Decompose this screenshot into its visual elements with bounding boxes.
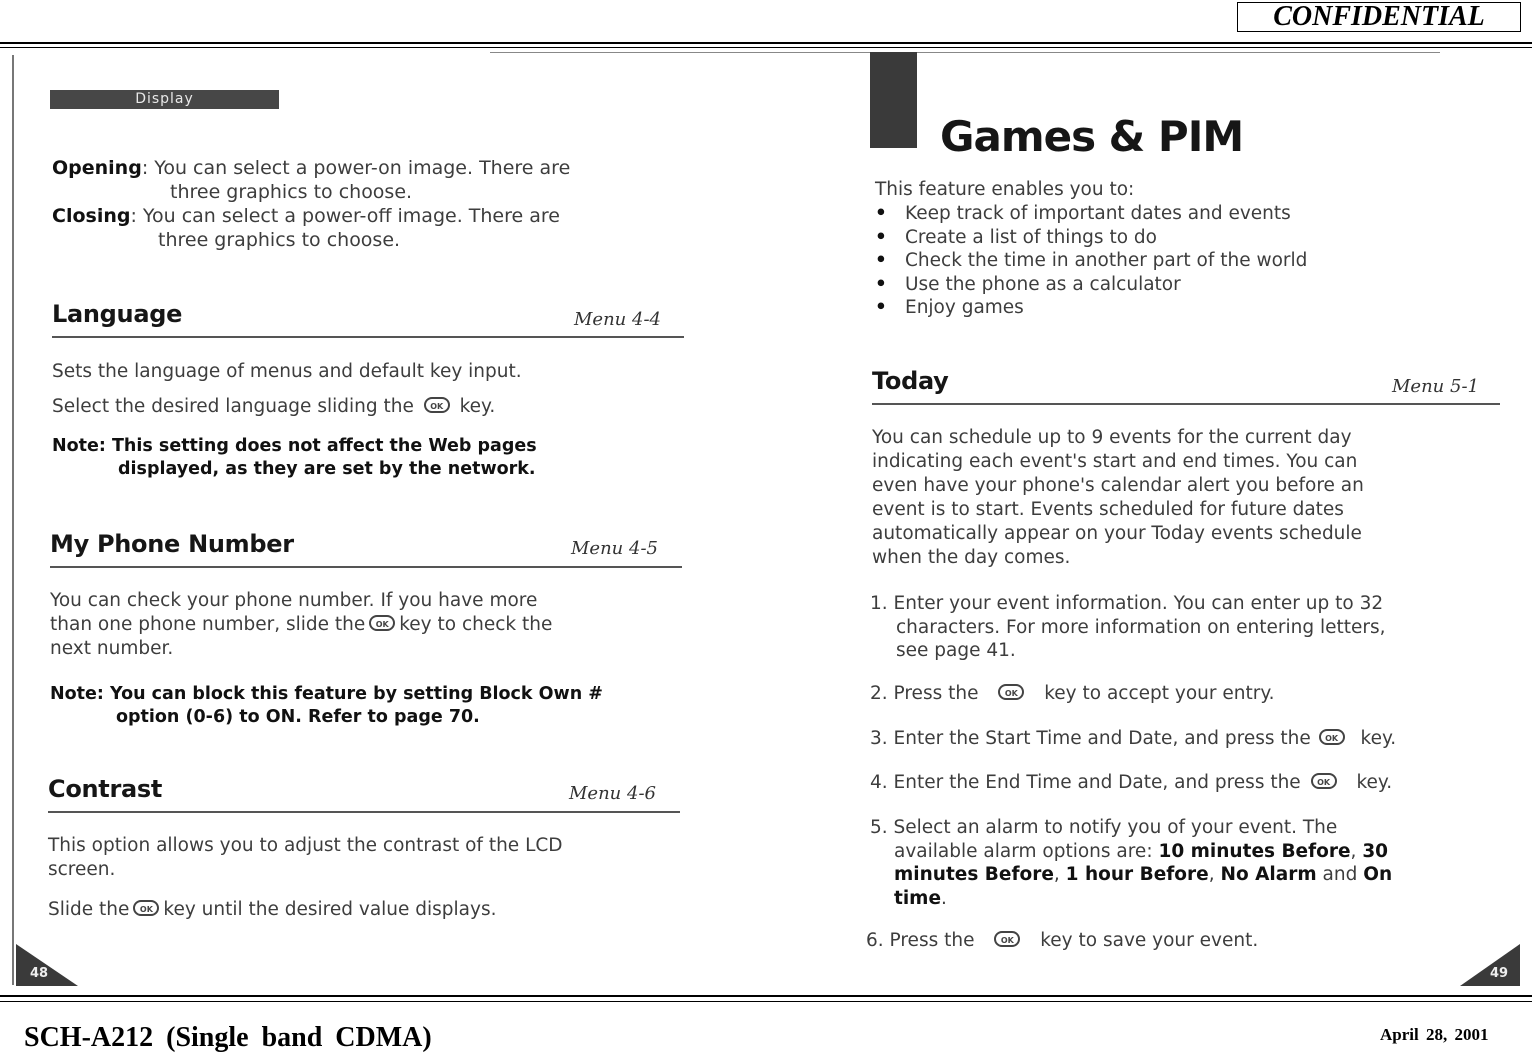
today-menu-ref: Menu 5-1 <box>1392 376 1479 397</box>
section-label-display: Display <box>50 90 279 109</box>
alarm-option-1: 10 minutes Before <box>1158 840 1351 862</box>
ok-key-icon: OK <box>369 615 395 631</box>
step-2b: key to accept your entry. <box>1044 683 1275 704</box>
contrast-rule <box>48 811 680 813</box>
language-note-label: Note: <box>52 436 106 456</box>
step-3 <box>870 727 1396 751</box>
phone-number-line-2a: than one phone number, slide the <box>50 614 366 635</box>
language-note-2: displayed, as they are set by the network. <box>118 459 536 479</box>
today-paragraph <box>872 426 1364 570</box>
list-item: • Create a list of things to do <box>875 226 1157 248</box>
alarm-option-2b: minutes Before <box>894 864 1054 885</box>
contrast-line-2: screen. <box>48 859 116 880</box>
alarm-option-5b: time <box>894 887 942 909</box>
phone-number-note-2d: ON <box>265 707 296 727</box>
list-item: • Use the phone as a calculator <box>875 273 1181 295</box>
chapter-intro: This feature enables you to: <box>875 179 1135 200</box>
step-4b: key. <box>1356 772 1393 793</box>
ok-key-icon: OK <box>133 900 159 916</box>
step-1-line-b: characters. For more information on entering letters, <box>896 616 1386 638</box>
alarm-option-5a: On <box>1363 864 1393 885</box>
phone-number-rule <box>50 566 682 568</box>
phone-number-note-2a: option ( <box>116 707 194 727</box>
today-heading: Today <box>872 367 949 395</box>
phone-number-line-1: You can check your phone number. If you have more <box>50 590 538 611</box>
closing-text: : You can select a power-off image. There are <box>130 205 560 227</box>
closing-term: Closing <box>52 205 131 227</box>
step-5-line-a: 5. Select an alarm to notify you of your event. The <box>870 817 1338 838</box>
contrast-heading: Contrast <box>48 775 163 803</box>
phone-number-note-1a: You can block this feature by setting <box>110 684 474 704</box>
opening-text: : You can select a power-on image. There are <box>141 157 571 179</box>
closing-definition <box>52 204 560 228</box>
header-rule-thin <box>0 47 1532 48</box>
ok-key-icon: OK <box>994 931 1020 947</box>
phone-number-note-2b: 0-6 <box>193 707 226 727</box>
right-page-number: 49 <box>1490 966 1509 981</box>
language-rule <box>52 336 684 338</box>
ok-key-icon: OK <box>1311 773 1337 789</box>
alarm-option-4: No Alarm <box>1220 864 1317 885</box>
language-line-2b: key. <box>459 396 496 417</box>
alarm-option-3: 1 hour Before <box>1065 864 1209 885</box>
step-1 <box>870 592 1386 663</box>
step-5b: available alarm options are: <box>894 840 1153 862</box>
ok-key-icon: OK <box>1319 729 1345 745</box>
phone-number-note <box>50 683 603 706</box>
step-1-line-c: see page 41. <box>896 640 1016 661</box>
footer-date: April 28, 2001 <box>1380 1025 1489 1044</box>
footer-rule-thin <box>0 1001 1532 1002</box>
language-heading: Language <box>52 300 183 328</box>
chapter-title: Games & PIM <box>940 112 1244 161</box>
step-6a: 6. Press the <box>866 930 975 951</box>
footer-model: SCH-A212 (Single band CDMA) <box>24 1022 432 1053</box>
language-note-1: This setting does not affect the Web pages <box>112 436 537 456</box>
closing-text-2: three graphics to choose. <box>158 229 401 251</box>
left-page-edge <box>12 55 14 985</box>
step-2a: 2. Press the <box>870 683 979 704</box>
step-6b: key to save your event. <box>1040 930 1259 951</box>
contrast-line-3b: key until the desired value displays. <box>163 899 497 920</box>
step-3a: 3. Enter the Start Time and Date, and press the <box>870 728 1311 749</box>
phone-number-heading: My Phone Number <box>50 530 294 558</box>
today-para-line: when the day comes. <box>872 547 1071 568</box>
alarm-option-2a: 30 <box>1362 840 1389 862</box>
today-para-line: even have your phone's calendar alert you before an <box>872 475 1364 496</box>
spread-top-edge <box>490 52 1440 53</box>
today-para-line: event is to start. Events scheduled for future dates <box>872 499 1344 520</box>
list-item: • Enjoy games <box>875 297 1024 319</box>
opening-text-2: three graphics to choose. <box>170 181 413 203</box>
step-5-line-d: time. <box>894 887 947 909</box>
phone-number-menu-ref: Menu 4-5 <box>571 538 658 559</box>
phone-number-line-2b: key to check the <box>399 614 553 635</box>
step-5 <box>870 816 1392 910</box>
today-para-line: indicating each event's start and end times. You can <box>872 451 1358 472</box>
footer-rule <box>0 995 1532 997</box>
language-note <box>52 435 537 458</box>
step-4 <box>870 771 1392 795</box>
step-5-line-b: available alarm options are: 10 minutes Before, 30 <box>894 840 1389 862</box>
list-item: • Check the time in another part of the world <box>875 250 1308 272</box>
step-3b: key. <box>1360 728 1397 749</box>
step-2 <box>870 682 1275 706</box>
opening-term: Opening <box>52 157 142 179</box>
chapter-tab-block <box>870 52 917 148</box>
contrast-menu-ref: Menu 4-6 <box>569 783 656 804</box>
phone-number-line-3: next number. <box>50 638 174 659</box>
step-5-line-c: minutes Before, 1 hour Before, No Alarm and On <box>894 864 1393 885</box>
language-line-2a: Select the desired language sliding the <box>52 396 414 417</box>
left-page-number: 48 <box>30 966 49 981</box>
contrast-line-3a: Slide the <box>48 899 130 920</box>
phone-number-note-2 <box>116 706 480 729</box>
header-rule <box>0 42 1532 44</box>
contrast-line-1: This option allows you to adjust the contrast of the LCD <box>48 835 563 856</box>
step-4a: 4. Enter the End Time and Date, and press the <box>870 772 1301 793</box>
today-rule <box>872 403 1500 405</box>
language-line-2 <box>52 395 495 419</box>
phone-number-note-2c: ) to <box>225 707 260 727</box>
confidential-label: CONFIDENTIAL <box>1237 2 1521 32</box>
step-6 <box>866 929 1258 953</box>
phone-number-note-1b: Block Own # <box>479 684 603 704</box>
list-item: • Keep track of important dates and events <box>875 203 1291 224</box>
ok-key-icon: OK <box>998 684 1024 700</box>
language-menu-ref: Menu 4-4 <box>574 309 661 330</box>
phone-number-note-label: Note: <box>50 684 104 704</box>
today-para-line: You can schedule up to 9 events for the current day <box>872 427 1352 448</box>
contrast-line-3 <box>48 898 497 922</box>
feature-list <box>875 202 1307 320</box>
step-1-line-a: 1. Enter your event information. You can enter up to 32 <box>870 593 1384 614</box>
phone-number-note-2e: . Refer to page 70. <box>295 707 480 727</box>
language-line-1: Sets the language of menus and default key input. <box>52 361 522 382</box>
phone-number-line-2 <box>50 613 552 637</box>
ok-key-icon: OK <box>424 397 450 413</box>
opening-definition <box>52 156 570 180</box>
today-para-line: automatically appear on your Today events schedule <box>872 523 1362 544</box>
